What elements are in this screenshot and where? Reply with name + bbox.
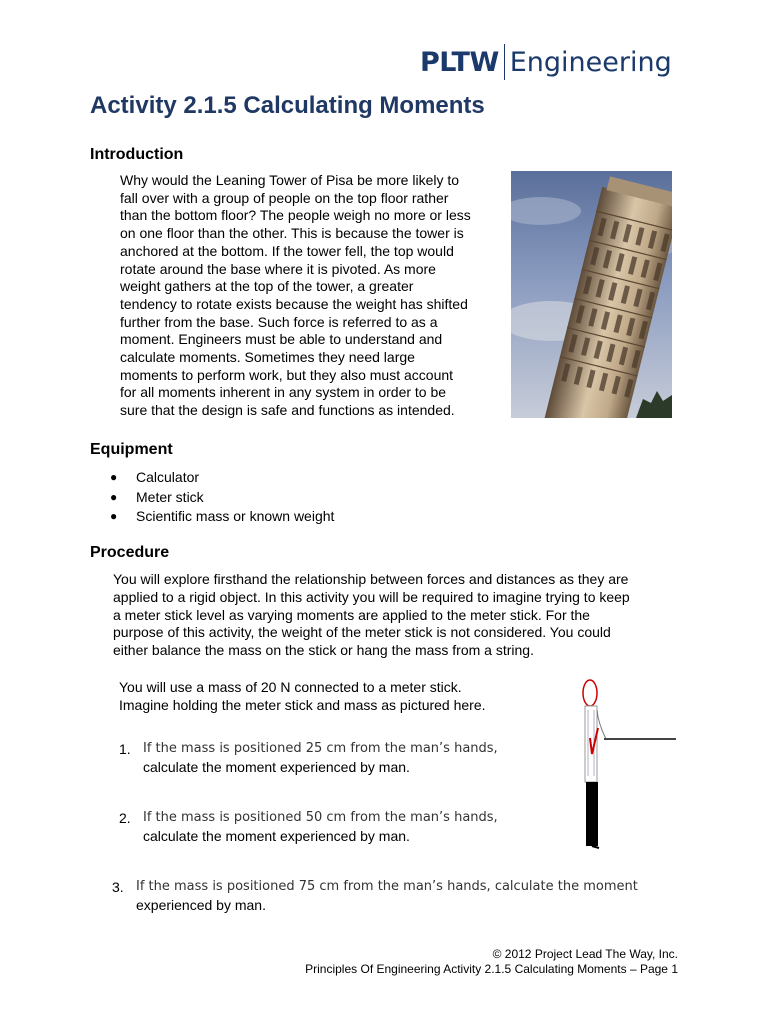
page-title: Activity 2.1.5 Calculating Moments <box>90 92 485 119</box>
introduction-heading: Introduction <box>90 146 184 163</box>
equipment-heading: Equipment <box>90 441 173 458</box>
logo-divider <box>504 44 505 80</box>
mass-instructions: You will use a mass of 20 N connected to a meter stick. Imagine holding the meter stick and mass as pictured here. <box>119 679 486 713</box>
list-item: ● Calculator <box>110 468 334 488</box>
page-info: Principles Of Engineering Activity 2.1.5 Calculating Moments – Page 1 <box>305 962 678 976</box>
list-item: ● Meter stick <box>110 488 334 508</box>
procedure-heading: Procedure <box>90 544 170 561</box>
pltw-engineering-logo <box>420 44 672 80</box>
logo-product: Engineering <box>509 46 672 78</box>
bullet-icon: ● <box>110 509 118 523</box>
bullet-icon: ● <box>110 489 118 504</box>
page-footer <box>305 947 678 977</box>
leaning-tower-photo <box>511 171 672 418</box>
equipment-list <box>110 468 334 527</box>
logo-brand: PLTW <box>420 46 499 78</box>
introduction-text: Why would the Leaning Tower of Pisa be more likely to fall over with a group of people on the top floor rather than the bottom floor? The people weigh no more or less on one floor than the other. This is because the tower is anchored at the bottom. If the tower fell, the top would rotate around the base where it is pivoted. As more weight gathers at the top of the tower, a greater tendency to rotate exists because the weight has shifted further from the base. Such force is referred to as a moment. Engineers must be able to understand and calculate moments. Sometimes they need large moments to perform work, but they also must account for all moments inherent in any system in order to be sure that the design is safe and functions as intended. <box>120 172 471 419</box>
man-holding-meter-stick-figure <box>576 676 680 852</box>
bullet-icon: ● <box>110 470 118 484</box>
copyright-text: © 2012 Project Lead The Way, Inc. <box>492 947 678 961</box>
list-item: ● Scientific mass or known weight <box>110 507 334 527</box>
procedure-text: You will explore firsthand the relationship between forces and distances as they are applied to a rigid object. In this activity you will be required to imagine trying to keep a meter stick level as varying moments are applied to the meter stick. For the purpose of this activity, the weight of the meter stick is not considered. You could either balance the mass on the stick or hang the mass from a string. <box>113 571 630 659</box>
